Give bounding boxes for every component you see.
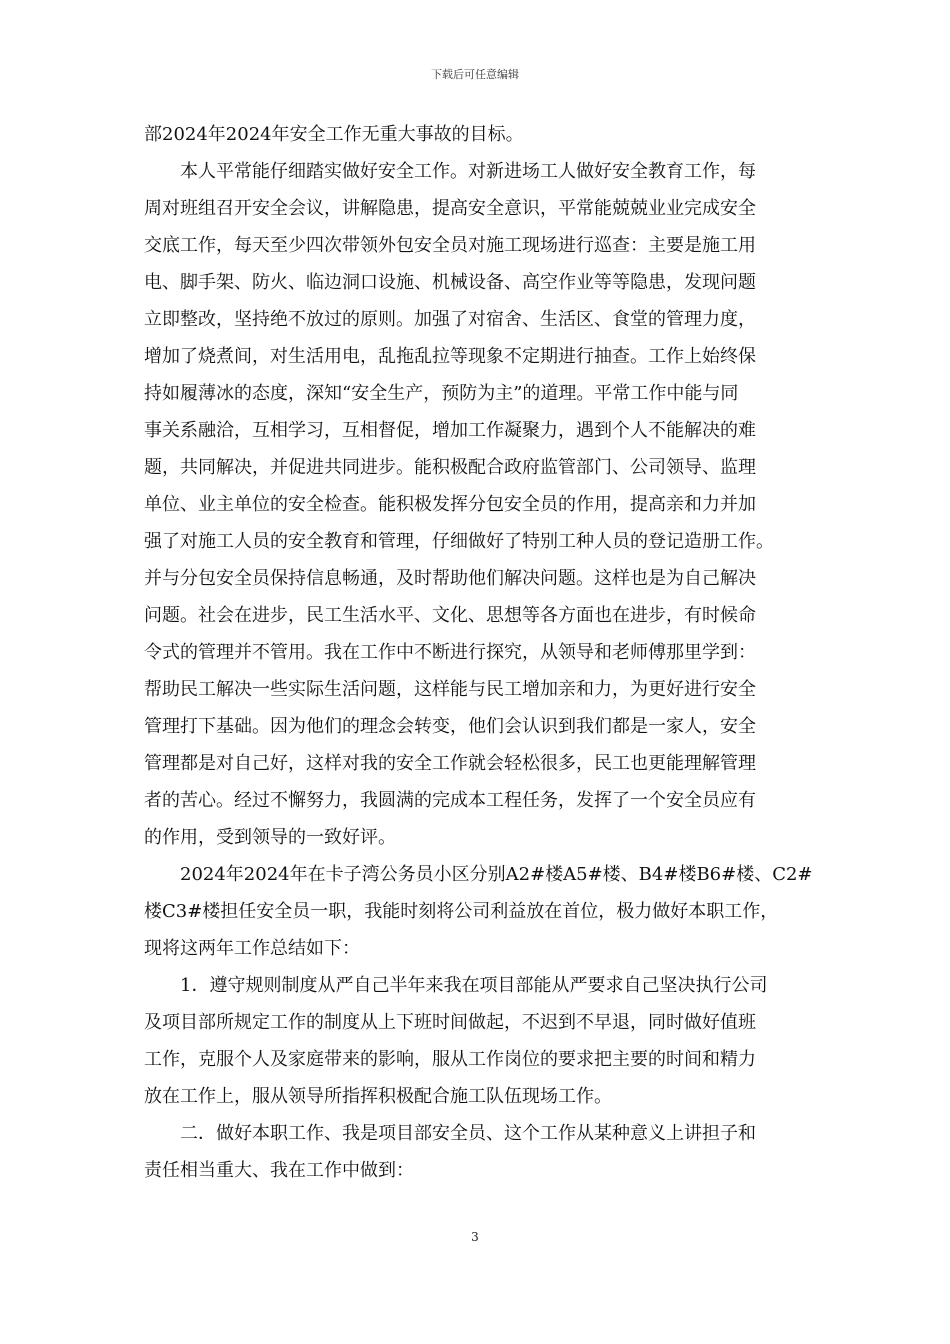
text-line: 2024年2024年在卡子湾公务员小区分别A2#楼A5#楼、B4#楼B6#楼、C2# xyxy=(144,864,813,885)
text-line: 二．做好本职工作、我是项目部安全员、这个工作从某种意义上讲担子和 xyxy=(144,1123,756,1144)
text-line: 持如履薄冰的态度，深知“安全生产，预防为主”的道理。平常工作中能与同 xyxy=(144,383,739,404)
body-text xyxy=(144,116,813,1189)
text-line: 增加了烧煮间，对生活用电，乱拖乱拉等现象不定期进行抽查。工作上始终保 xyxy=(144,346,756,367)
text-line: 帮助民工解决一些实际生活问题，这样能与民工增加亲和力，为更好进行安全 xyxy=(144,679,756,700)
text-line: 的作用，受到领导的一致好评。 xyxy=(144,827,396,848)
page-number: 3 xyxy=(471,1230,479,1244)
text-line: 本人平常能仔细踏实做好安全工作。对新进场工人做好安全教育工作，每 xyxy=(144,161,756,182)
text-line: 1．遵守规则制度从严自己半年来我在项目部能从严要求自己坚决执行公司 xyxy=(144,975,768,996)
text-line: 责任相当重大、我在工作中做到： xyxy=(144,1160,414,1181)
text-line: 题，共同解决，并促进共同进步。能积极配合政府监管部门、公司领导、监理 xyxy=(144,457,756,478)
text-line: 工作，克服个人及家庭带来的影响，服从工作岗位的要求把主要的时间和精力 xyxy=(144,1049,756,1070)
text-line: 及项目部所规定工作的制度从上下班时间做起，不迟到不早退，同时做好值班 xyxy=(144,1012,756,1033)
text-line: 者的苦心。经过不懈努力，我圆满的完成本工程任务，发挥了一个安全员应有 xyxy=(144,790,756,811)
text-line: 管理都是对自己好，这样对我的安全工作就会轻松很多，民工也更能理解管理 xyxy=(144,753,756,774)
text-line: 立即整改，坚持绝不放过的原则。加强了对宿舍、生活区、食堂的管理力度， xyxy=(144,309,756,330)
text-line: 电、脚手架、防火、临边洞口设施、机械设备、高空作业等等隐患，发现问题 xyxy=(144,272,756,293)
text-line: 问题。社会在进步，民工生活水平、文化、思想等各方面也在进步，有时候命 xyxy=(144,605,756,626)
text-line: 单位、业主单位的安全检查。能积极发挥分包安全员的作用，提高亲和力并加 xyxy=(144,494,756,515)
text-line: 并与分包安全员保持信息畅通，及时帮助他们解决问题。这样也是为自己解决 xyxy=(144,568,756,589)
text-line: 管理打下基础。因为他们的理念会转变，他们会认识到我们都是一家人，安全 xyxy=(144,716,756,737)
page-header: 下载后可任意编辑 xyxy=(431,68,519,81)
text-line: 事关系融洽，互相学习，互相督促，增加工作凝聚力，遇到个人不能解决的难 xyxy=(144,420,756,441)
text-line: 放在工作上，服从领导所指挥积极配合施工队伍现场工作。 xyxy=(144,1086,612,1107)
text-line: 周对班组召开安全会议，讲解隐患，提高安全意识，平常能兢兢业业完成安全 xyxy=(144,198,756,219)
text-line: 令式的管理并不管用。我在工作中不断进行探究，从领导和老师傅那里学到： xyxy=(144,642,756,663)
text-line: 部2024年2024年安全工作无重大事故的目标。 xyxy=(144,124,524,145)
text-line: 交底工作，每天至少四次带领外包安全员对施工现场进行巡查：主要是施工用 xyxy=(144,235,756,256)
text-line: 楼C3#楼担任安全员一职，我能时刻将公司利益放在首位，极力做好本职工作， xyxy=(144,901,779,922)
text-line: 现将这两年工作总结如下： xyxy=(144,938,360,959)
text-line: 强了对施工人员的安全教育和管理，仔细做好了特别工种人员的登记造册工作。 xyxy=(144,531,774,552)
